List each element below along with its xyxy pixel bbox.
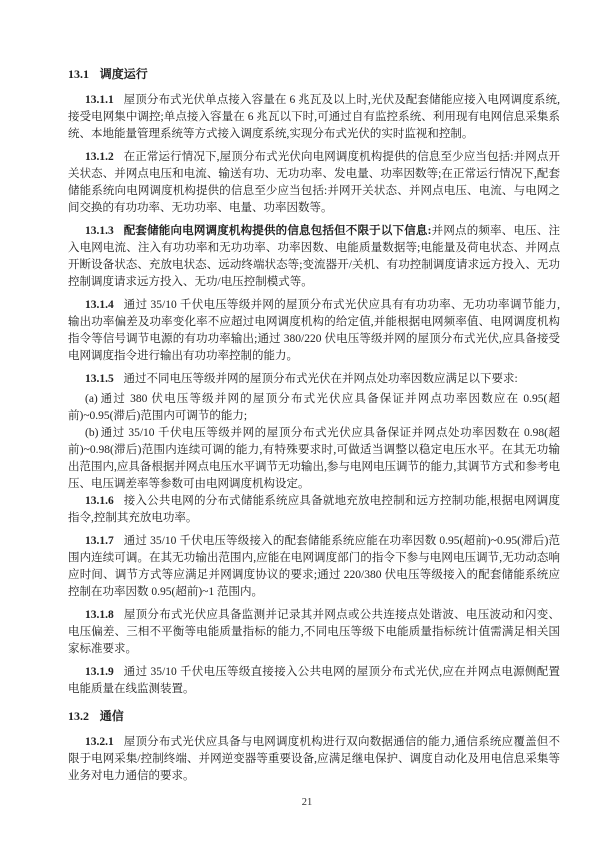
section-title: 通信 <box>99 709 124 723</box>
page-number: 21 <box>301 797 313 808</box>
clause-number: 13.1.8 <box>85 609 114 621</box>
clause-number: 13.1.3 <box>85 225 114 237</box>
clause-13-1-9 <box>68 664 560 698</box>
section-heading-13-1 <box>68 66 560 83</box>
clause-text: 并网点的频率、电压、注入电网电流、注入有功功率和无功功率、功率因数、电能质量数据等;电能量及荷电状态、并网点开断设备状态、充放电状态、远动终端状态等;变流器开/关机、有功控制调度请求远方投入、无功控制调度请求远方投入、无功/电压控制模式等。 <box>68 225 561 288</box>
section-number: 13.1 <box>68 67 89 81</box>
section-heading-13-2 <box>68 708 560 725</box>
clause-bold-lead: 配套储能向电网调度机构提供的信息包括但不限于以下信息: <box>123 225 432 237</box>
item-label: (b) <box>85 427 99 439</box>
clause-text: 接入公共电网的分布式储能系统应具备就地充放电控制和远方控制功能,根据电网调度指令,控制其充放电功率。 <box>68 495 560 524</box>
clause-text: 通过 35/10 千伏电压等级并网的屋顶分布式光伏应具有有功功率、无功功率调节能力,输出功率偏差及功率变化率不应超过电网调度机构的给定值,并能根据电网频率值、电网调度机构指令等信号调节电源的有功功率输出;通过 380/220 伏电压等级并网的屋顶分布式光伏,应具备接受电网调度指令进行输出有功功率控制的能力。 <box>68 299 560 362</box>
section-number: 13.2 <box>68 709 89 723</box>
clause-13-1-3 <box>68 223 560 291</box>
clause-number: 13.1.4 <box>85 299 114 311</box>
clause-13-1-6 <box>68 493 560 527</box>
clause-number: 13.1.7 <box>85 535 114 547</box>
clause-text: 在正常运行情况下,屋顶分布式光伏向电网调度机构提供的信息至少应当包括:并网点开关状态、并网点电压和电流、输送有功、无功功率、发电量、功率因数等;在正常运行情况下,配套储能系统向电网调度机构提供的信息至少应当包括:并网开关状态、并网点电压、电流、与电网之间交换的有功功率、无功功率、电量、功率因数等。 <box>68 151 560 214</box>
item-text: 通过 380 伏电压等级并网的屋顶分布式光伏应具备保证并网点功率因数应在 0.95(超前)~0.95(滞后)范围内可调节的能力; <box>68 393 560 422</box>
clause-13-1-4 <box>68 297 560 365</box>
clause-number: 13.2.1 <box>85 736 114 748</box>
clause-text: 屋顶分布式光伏应具备监测并记录其并网点或公共连接点处谐波、电压波动和闪变、电压偏差、三相不平衡等电能质量指标的能力,不同电压等级下电能质量指标统计值需满足相关国家标准要求。 <box>68 609 560 655</box>
clause-13-1-7 <box>68 533 560 601</box>
clause-text: 通过 35/10 千伏电压等级接入的配套储能系统应能在功率因数 0.95(超前)~0.95(滞后)范围内连续可调。在其无功输出范围内,应能在电网调度部门的指令下参与电网电压调节,无功动态响应时间、调节方式等应满足并网调度协议的要求;通过 220/380 伏电压等级接入的配套储能系统应控制在功率因数 0.95(超前)~1 范围内。 <box>68 535 560 598</box>
item-label: (a) <box>85 393 98 405</box>
clause-13-2-1 <box>68 734 560 785</box>
clause-number: 13.1.1 <box>85 94 114 106</box>
clause-number: 13.1.9 <box>85 666 114 678</box>
clause-number: 13.1.6 <box>85 495 114 507</box>
clause-text: 通过不同电压等级并网的屋顶分布式光伏在并网点处功率因数应满足以下要求: <box>123 373 518 385</box>
item-text: 通过 35/10 千伏电压等级并网的屋顶分布式光伏应具备保证并网点处功率因数在 0.98(超前)~0.98(滞后)范围内连续可调的能力,有特殊要求时,可做适当调整以稳定电压水平。在其无功输出范围内,应具备根据并网点电压水平调节无功输出,参与电网电压调节的能力,其调节方式和参考电压、电压调差率等参数可由电网调度机构设定。 <box>68 427 560 490</box>
clause-number: 13.1.5 <box>85 373 114 385</box>
clause-13-1-5 <box>68 371 560 388</box>
clause-13-1-8 <box>68 607 560 658</box>
section-title: 调度运行 <box>99 67 148 81</box>
document-body <box>68 66 560 791</box>
clause-number: 13.1.2 <box>85 151 114 163</box>
clause-text: 通过 35/10 千伏电压等级直接接入公共电网的屋顶分布式光伏,应在并网点电源侧配置电能质量在线监测装置。 <box>68 666 560 695</box>
clause-13-1-2 <box>68 149 560 217</box>
clause-13-1-1 <box>68 92 560 143</box>
clause-13-1-5-item-a <box>68 391 560 425</box>
clause-text: 屋顶分布式光伏单点接入容量在 6 兆瓦及以上时,光伏及配套储能应接入电网调度系统,接受电网集中调控;单点接入容量在 6 兆瓦以下时,可通过自有监控系统、利用现有电网信息采集系统、本地能量管理系统等方式接入调度系统,实现分布式光伏的实时监视和控制。 <box>68 94 560 140</box>
clause-text: 屋顶分布式光伏应具备与电网调度机构进行双向数据通信的能力,通信系统应覆盖但不限于电网采集/控制终端、并网逆变器等重要设备,应满足继电保护、调度自动化及用电信息采集等业务对电力通信的要求。 <box>68 736 560 782</box>
clause-13-1-5-item-b <box>68 425 560 493</box>
